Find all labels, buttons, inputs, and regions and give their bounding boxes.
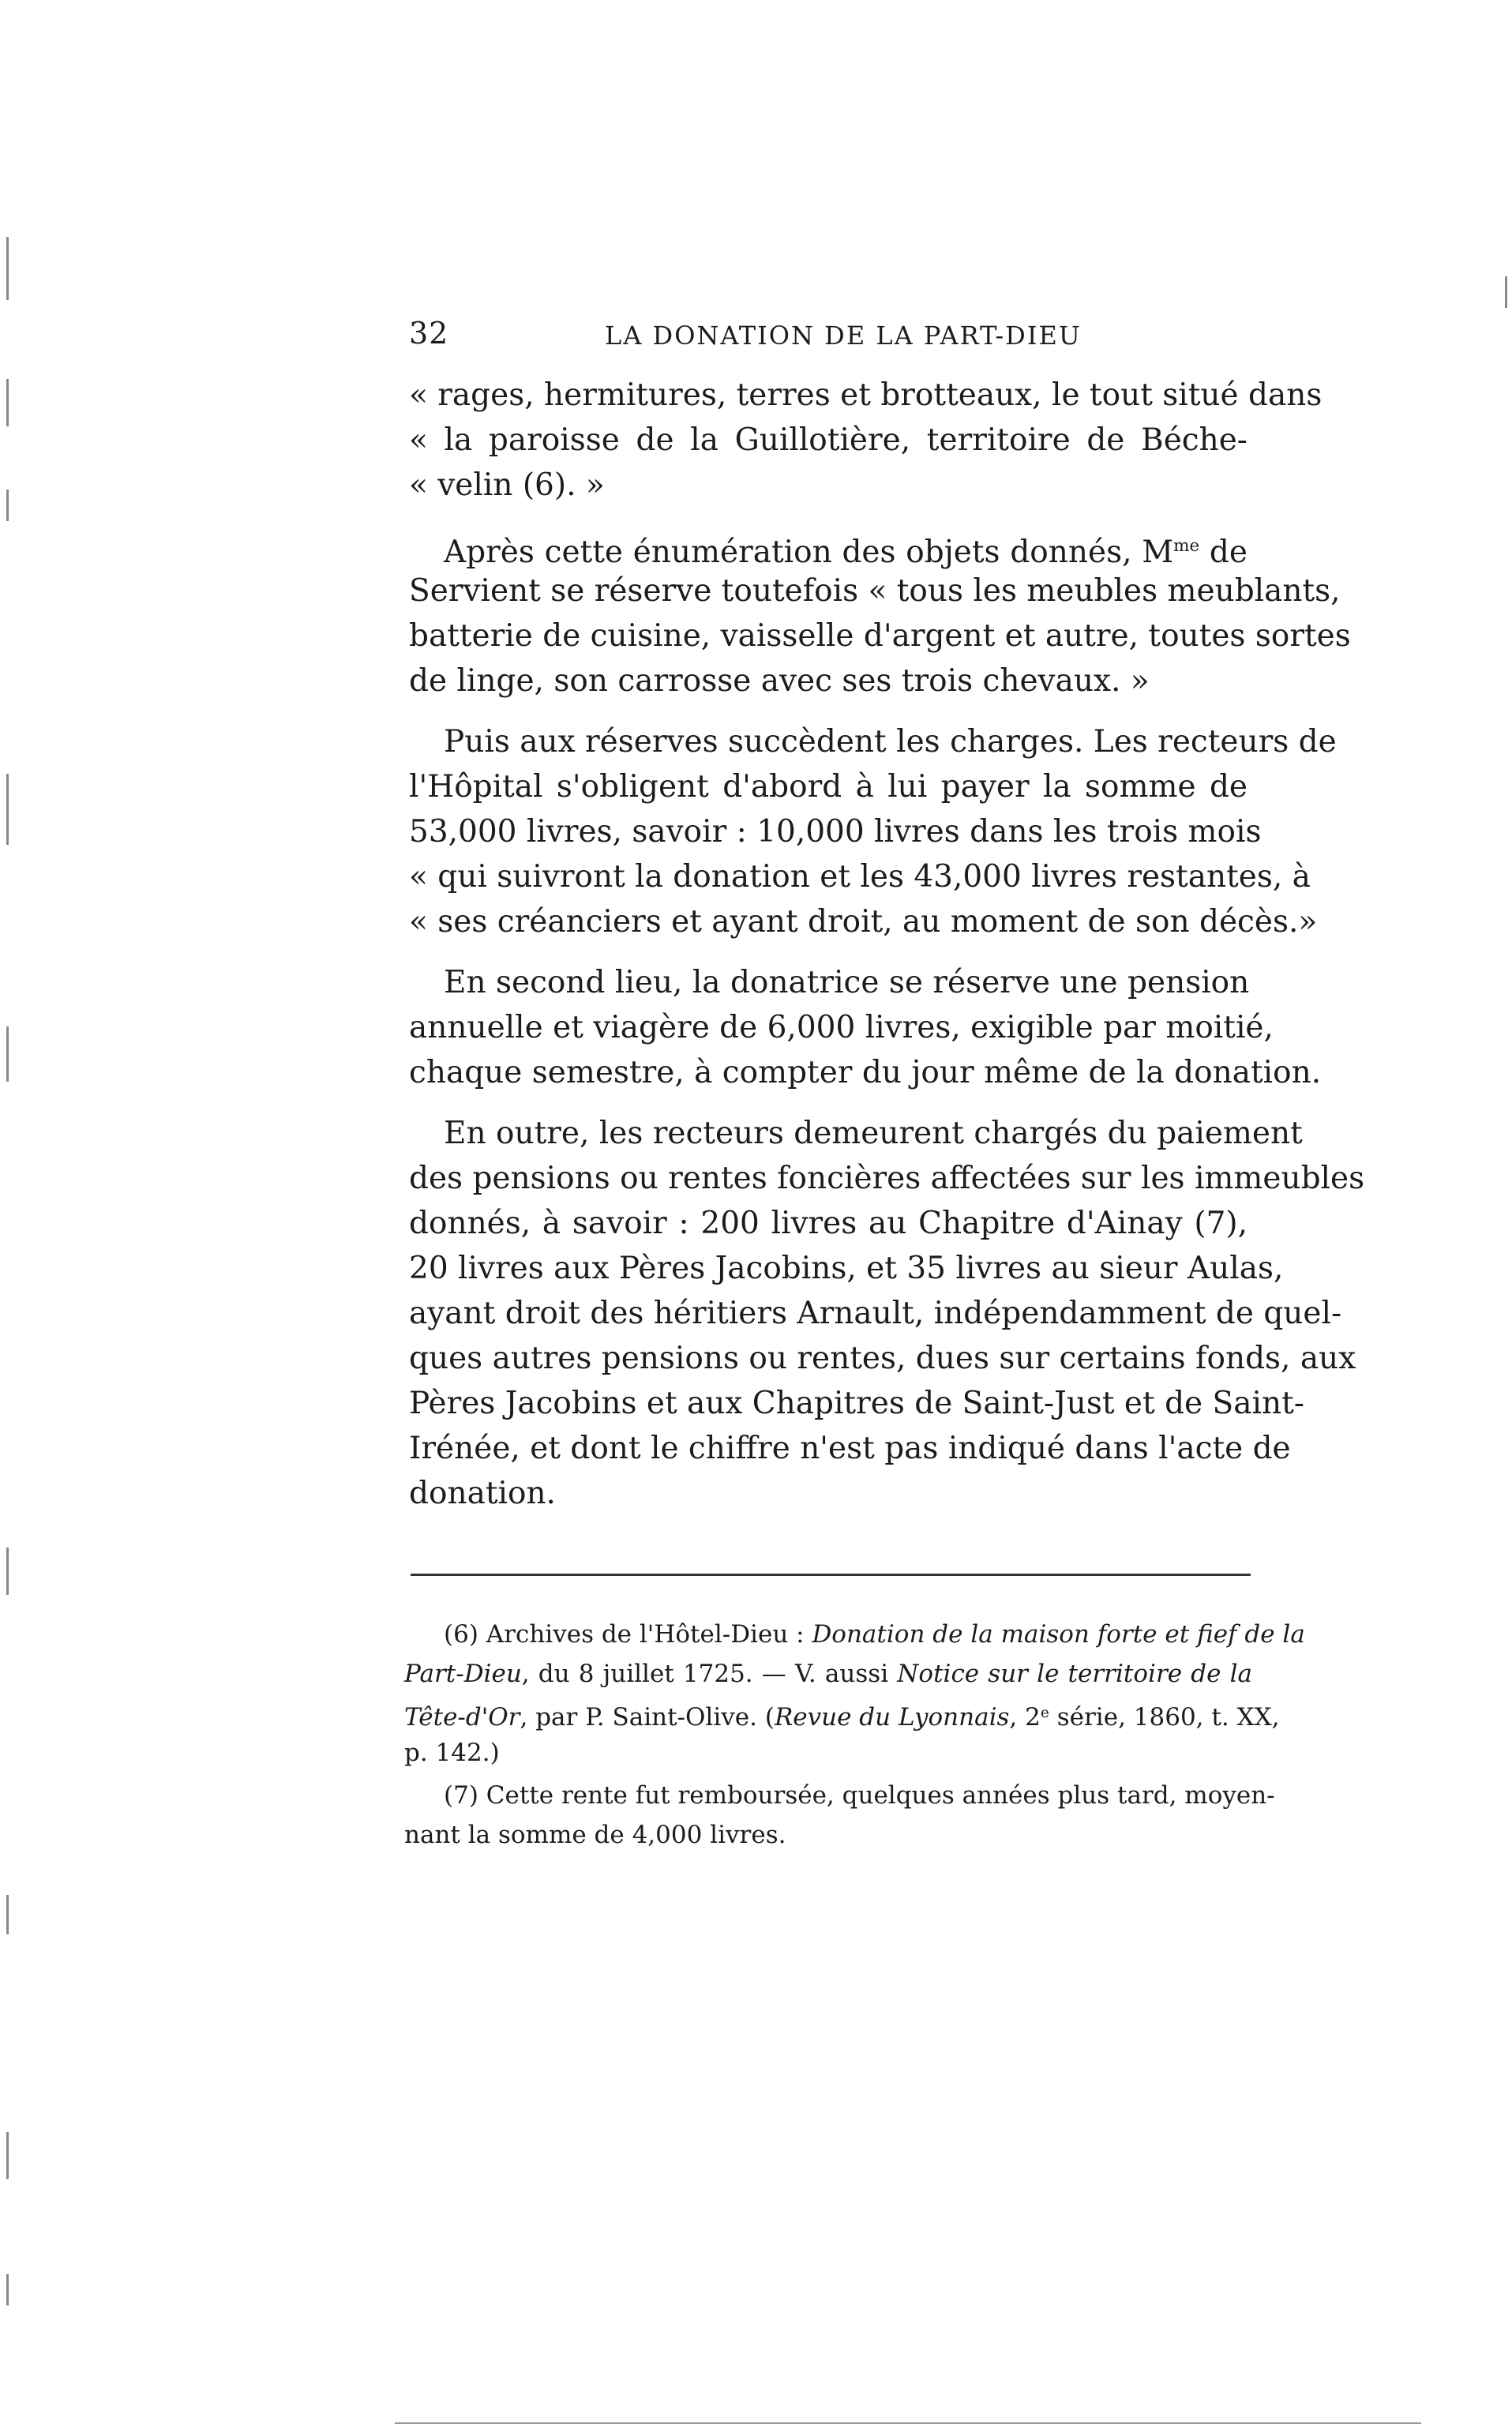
text-line: Pères Jacobins et aux Chapitres de Saint-Just et de Saint-	[409, 1386, 1304, 1421]
text-line: « qui suivront la donation et les 43,000 livres restantes, à	[409, 859, 1311, 895]
text-line: l'Hôpital s'obligent d'abord à lui payer la somme de	[409, 769, 1247, 805]
text-line: « ses créanciers et ayant droit, au moment de son décès.»	[409, 904, 1318, 940]
text-line: ayant droit des héritiers Arnault, indépendamment de quel-	[409, 1296, 1342, 1331]
text-line: batterie de cuisine, vaisselle d'argent et autre, toutes sortes	[409, 618, 1351, 654]
text-line: « rages, hermitures, terres et brotteaux, le tout situé dans	[409, 377, 1323, 413]
text-line: des pensions ou rentes foncières affectées sur les immeubles	[409, 1161, 1365, 1196]
footnote-line: nant la somme de 4,000 livres.	[404, 1821, 786, 1849]
footnote-line: (6) Archives de l'Hôtel-Dieu : Donation de la maison forte et fief de la	[444, 1620, 1305, 1649]
text-line: ques autres pensions ou rentes, dues sur certains fonds, aux	[409, 1341, 1356, 1376]
text-line: donnés, à savoir : 200 livres au Chapitre d'Ainay (7),	[409, 1206, 1247, 1241]
page-header	[409, 316, 1246, 355]
text-line: chaque semestre, à compter du jour même de la donation.	[409, 1055, 1322, 1090]
text-line: Irénée, et dont le chiffre n'est pas indiqué dans l'acte de	[409, 1431, 1291, 1466]
text-line: Servient se réserve toutefois « tous les meubles meublants,	[409, 573, 1341, 609]
text-line: Puis aux réserves succèdent les charges. Les recteurs de	[444, 724, 1337, 760]
footnote-separator	[411, 1574, 1251, 1576]
footnote-line: Tête-d'Or, par P. Saint-Olive. (Revue du Lyonnais, 2e série, 1860, t. XX,	[404, 1703, 1280, 1732]
text-line: En outre, les recteurs demeurent chargés du paiement	[444, 1116, 1303, 1151]
text-line: donation.	[409, 1476, 556, 1511]
footnote-line: p. 142.)	[404, 1739, 500, 1767]
text-line: annuelle et viagère de 6,000 livres, exigible par moitié,	[409, 1010, 1274, 1045]
text-line: de linge, son carrosse avec ses trois chevaux. »	[409, 663, 1150, 699]
text-line: 20 livres aux Pères Jacobins, et 35 livres au sieur Aulas,	[409, 1251, 1284, 1286]
text-line: « la paroisse de la Guillotière, territoire de Béche-	[409, 422, 1247, 458]
footnote-line: (7) Cette rente fut remboursée, quelques années plus tard, moyen-	[444, 1781, 1275, 1810]
text-line: En second lieu, la donatrice se réserve une pension	[444, 965, 1250, 1000]
running-title: LA DONATION DE LA PART-DIEU	[605, 321, 1082, 351]
text-line: Après cette énumération des objets donnés, $M^{me}$ de	[444, 534, 1247, 570]
text-line: 53,000 livres, savoir : 10,000 livres dans les trois mois	[409, 814, 1262, 850]
footnote-line: Part-Dieu, du 8 juillet 1725. — V. aussi Notice sur le territoire de la	[404, 1660, 1253, 1688]
main-text	[409, 373, 1365, 1516]
footnotes	[404, 1615, 1305, 1855]
text-line: « velin (6). »	[409, 467, 605, 503]
page-number: 32	[409, 316, 449, 351]
